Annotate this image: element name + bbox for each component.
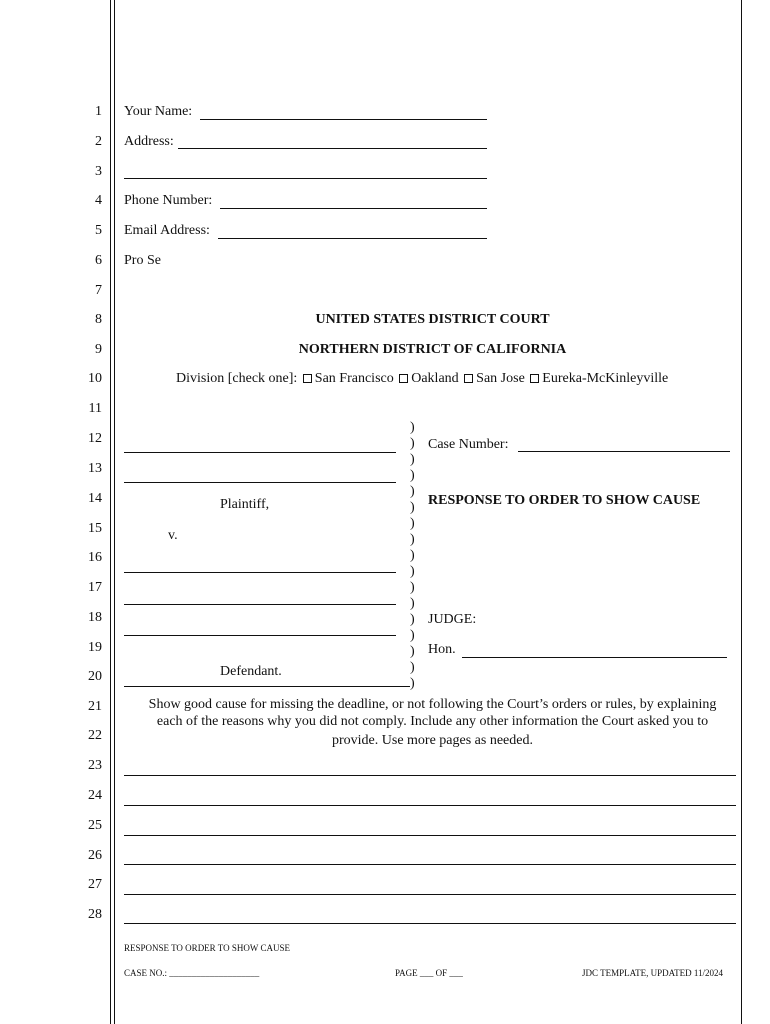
email-address-label: Email Address: — [124, 223, 210, 238]
caption-paren: ) — [410, 516, 415, 531]
line-number: 10 — [88, 371, 102, 386]
phone-number-label: Phone Number: — [124, 193, 213, 208]
line-number: 26 — [88, 848, 102, 863]
caption-paren: ) — [410, 612, 415, 627]
instructions-line-1: Show good cause for missing the deadline, or not following the Court’s orders or rules, by explaining — [148, 697, 717, 712]
instructions-line-2: each of the reasons why you did not comply. Include any other information the Court asked you to — [156, 714, 709, 729]
judge-name-field[interactable] — [462, 657, 727, 658]
document-title: RESPONSE TO ORDER TO SHOW CAUSE — [428, 493, 701, 508]
your-name-label: Your Name: — [124, 104, 193, 119]
address-field-line-2[interactable] — [124, 178, 487, 179]
address-field[interactable] — [178, 148, 487, 149]
case-number-label: Case Number: — [428, 437, 509, 452]
caption-paren: ) — [410, 452, 415, 467]
caption-paren: ) — [410, 676, 415, 691]
caption-paren: ) — [410, 660, 415, 675]
caption-paren: ) — [410, 564, 415, 579]
line-number: 5 — [95, 223, 102, 238]
left-margin-line — [110, 0, 111, 1024]
plaintiff-name-field-2[interactable] — [124, 482, 396, 483]
line-number: 1 — [95, 104, 102, 119]
line-number: 6 — [95, 253, 102, 268]
line-number: 19 — [88, 640, 102, 655]
checkbox-eureka-mckinleyville[interactable] — [530, 374, 539, 383]
line-number: 4 — [95, 193, 102, 208]
email-address-field[interactable] — [218, 238, 487, 239]
court-district: NORTHERN DISTRICT OF CALIFORNIA — [298, 342, 567, 357]
caption-paren: ) — [410, 420, 415, 435]
response-line[interactable] — [124, 923, 736, 924]
judge-label: JUDGE: — [428, 612, 477, 627]
line-number: 18 — [88, 610, 102, 625]
right-margin-line — [741, 0, 742, 1024]
line-number: 3 — [95, 164, 102, 179]
address-label: Address: — [124, 134, 174, 149]
division-eureka-mckinleyville: Eureka-McKinleyville — [542, 371, 669, 386]
division-label: Division [check one]: — [176, 371, 298, 386]
plaintiff-name-field[interactable] — [124, 452, 396, 453]
hon-label: Hon. — [428, 642, 456, 657]
checkbox-san-jose[interactable] — [464, 374, 473, 383]
caption-paren: ) — [410, 468, 415, 483]
checkbox-oakland[interactable] — [399, 374, 408, 383]
pro-se-label: Pro Se — [124, 253, 161, 268]
line-number: 22 — [88, 728, 102, 743]
plaintiff-label: Plaintiff, — [220, 497, 270, 512]
caption-bottom-line — [124, 686, 410, 687]
line-number: 15 — [88, 521, 102, 536]
defendant-name-field-2[interactable] — [124, 604, 396, 605]
caption-paren: ) — [410, 532, 415, 547]
defendant-name-field[interactable] — [124, 572, 396, 573]
line-number: 11 — [88, 401, 102, 416]
case-number-field[interactable] — [518, 451, 730, 452]
line-number: 21 — [88, 699, 102, 714]
court-name: UNITED STATES DISTRICT COURT — [315, 312, 550, 327]
line-number: 16 — [88, 550, 102, 565]
line-number: 9 — [95, 342, 102, 357]
your-name-field[interactable] — [200, 119, 487, 120]
response-line[interactable] — [124, 805, 736, 806]
line-number: 25 — [88, 818, 102, 833]
line-number: 20 — [88, 669, 102, 684]
line-number: 12 — [88, 431, 102, 446]
caption-paren: ) — [410, 596, 415, 611]
checkbox-san-francisco[interactable] — [303, 374, 312, 383]
division-selector — [176, 371, 668, 387]
footer-template-version: JDC TEMPLATE, UPDATED 11/2024 — [582, 968, 724, 978]
line-number: 24 — [88, 788, 102, 803]
footer-document-title: RESPONSE TO ORDER TO SHOW CAUSE — [124, 943, 290, 953]
division-san-francisco: San Francisco — [314, 371, 394, 386]
line-number: 13 — [88, 461, 102, 476]
line-number: 28 — [88, 907, 102, 922]
caption-paren: ) — [410, 500, 415, 515]
response-line[interactable] — [124, 864, 736, 865]
caption-paren: ) — [410, 484, 415, 499]
defendant-label: Defendant. — [220, 664, 282, 679]
footer-case-number: CASE NO.: ____________________ — [124, 968, 260, 978]
response-line[interactable] — [124, 894, 736, 895]
footer-page-number: PAGE ___ OF ___ — [395, 968, 463, 978]
response-line[interactable] — [124, 835, 736, 836]
defendant-name-field-3[interactable] — [124, 635, 396, 636]
division-san-jose: San Jose — [476, 371, 525, 386]
line-number: 17 — [88, 580, 102, 595]
caption-paren: ) — [410, 436, 415, 451]
left-margin-line-inner — [114, 0, 115, 1024]
caption-paren: ) — [410, 548, 415, 563]
response-line[interactable] — [124, 775, 736, 776]
caption-paren: ) — [410, 580, 415, 595]
line-number: 2 — [95, 134, 102, 149]
caption-paren: ) — [410, 628, 415, 643]
line-number: 7 — [95, 283, 102, 298]
line-number: 23 — [88, 758, 102, 773]
instructions-line-3: provide. Use more pages as needed. — [332, 733, 533, 748]
caption-paren: ) — [410, 644, 415, 659]
phone-number-field[interactable] — [220, 208, 487, 209]
line-number: 27 — [88, 877, 102, 892]
versus-label: v. — [168, 528, 178, 543]
line-number: 14 — [88, 491, 102, 506]
division-oakland: Oakland — [411, 371, 459, 386]
line-number: 8 — [95, 312, 102, 327]
